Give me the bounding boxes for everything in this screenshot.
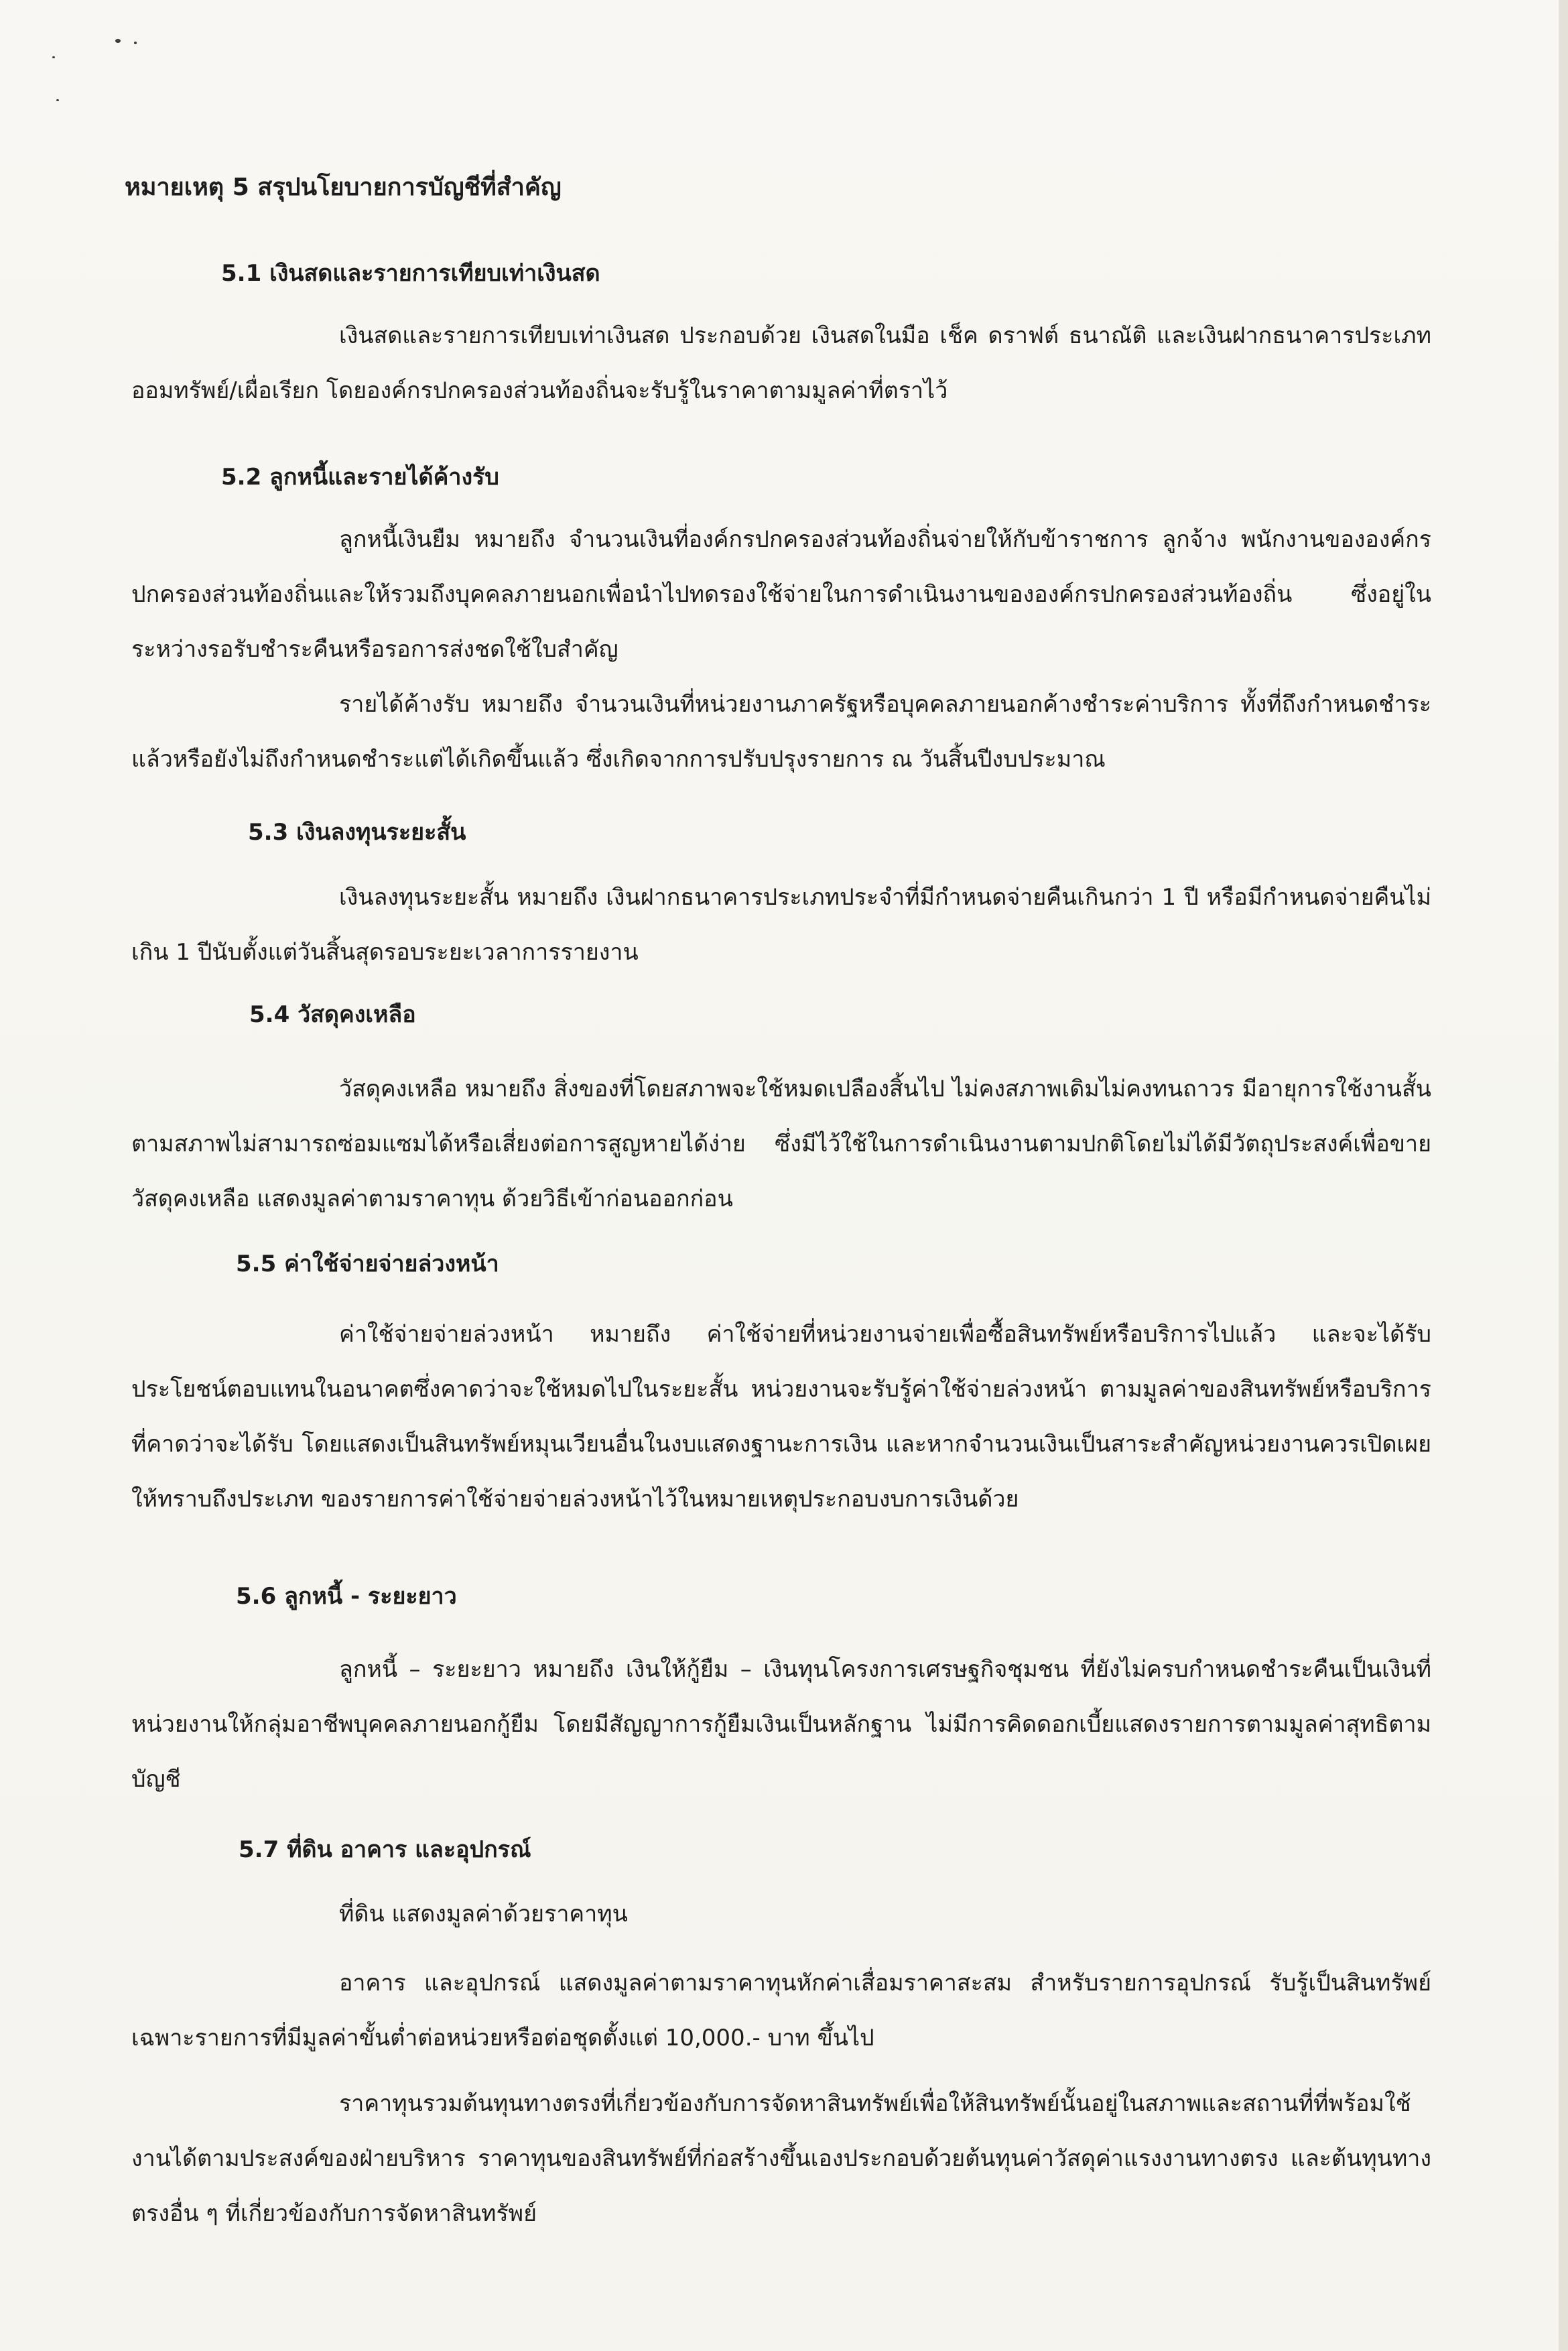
section-paragraph: วัสดุคงเหลือ หมายถึง สิ่งของที่โดยสภาพจะใช้หมดเปลืองสิ้นไป ไม่คงสภาพเดิมไม่คงทนถาวร มีอายุการใช้งานสั้น ตามสภาพไม่สามารถซ่อมแซมได้หรือเสี่ยงต่อการสูญหายได้ง่าย ซึ่งมีไว้ใช้ในการดำเนินงานตามปกติโดยไม่ได้มีวัตถุประสงค์เพื่อขาย วัสดุคงเหลือ แสดงมูลค่าตามราคาทุน ด้วยวิธีเข้าก่อนออกก่อน <box>131 1076 1431 1212</box>
section-paragraph: รายได้ค้างรับ หมายถึง จำนวนเงินที่หน่วยงานภาครัฐหรือบุคคลภายนอกค้างชำระค่าบริการ ทั้งที่ถึงกำหนดชำระแล้วหรือยังไม่ถึงกำหนดชำระแต่ได้เกิดขึ้นแล้ว ซึ่งเกิดจากการปรับปรุงรายการ ณ วันสิ้นปีงบประมาณ <box>131 691 1431 773</box>
section-paragraph: เงินสดและรายการเทียบเท่าเงินสด ประกอบด้วย เงินสดในมือ เช็ค ดราฟต์ ธนาณัติ และเงินฝากธนาคารประเภทออมทรัพย์/เผื่อเรียก โดยองค์กรปกครองส่วนท้องถิ่นจะรับรู้ในราคาตามมูลค่าที่ตราไว้ <box>131 322 1431 404</box>
section-heading-5-6: 5.6 ลูกหนี้ - ระยะยาว <box>236 1583 457 1610</box>
section-paragraph: เงินลงทุนระยะสั้น หมายถึง เงินฝากธนาคารประเภทประจำที่มีกำหนดจ่ายคืนเกินกว่า 1 ปี หรือมีกำหนดจ่ายคืนไม่เกิน 1 ปีนับตั้งแต่วันสิ้นสุดรอบระยะเวลาการรายงาน <box>131 884 1431 966</box>
section-heading-5-3: 5.3 เงินลงทุนระยะสั้น <box>248 819 466 846</box>
scan-speck <box>56 99 59 101</box>
section-paragraph: ที่ดิน แสดงมูลค่าด้วยราคาทุน <box>339 1901 628 1927</box>
section-heading-5-7: 5.7 ที่ดิน อาคาร และอุปกรณ์ <box>239 1836 531 1863</box>
section-heading-5-5: 5.5 ค่าใช้จ่ายจ่ายล่วงหน้า <box>236 1251 499 1277</box>
section-paragraph: ค่าใช้จ่ายจ่ายล่วงหน้า หมายถึง ค่าใช้จ่ายที่หน่วยงานจ่ายเพื่อซื้อสินทรัพย์หรือบริการไปแล้ว และจะได้รับประโยชน์ตอบแทนในอนาคตซึ่งคาดว่าจะใช้หมดไปในระยะสั้น หน่วยงานจะรับรู้ค่าใช้จ่ายล่วงหน้า ตามมูลค่าของสินทรัพย์หรือบริการที่คาดว่าจะได้รับ โดยแสดงเป็นสินทรัพย์หมุนเวียนอื่นในงบแสดงฐานะการเงิน และหากจำนวนเงินเป็นสาระสำคัญหน่วยงานควรเปิดเผยให้ทราบถึงประเภท ของรายการค่าใช้จ่ายจ่ายล่วงหน้าไว้ในหมายเหตุประกอบงบการเงินด้วย <box>131 1321 1431 1513</box>
note-title: หมายเหตุ 5 สรุปนโยบายการบัญชีที่สำคัญ <box>125 174 562 201</box>
section-heading-5-4: 5.4 วัสดุคงเหลือ <box>249 1001 416 1028</box>
scan-speck <box>134 42 137 44</box>
section-paragraph: อาคาร และอุปกรณ์ แสดงมูลค่าตามราคาทุนหักค่าเสื่อมราคาสะสม สำหรับรายการอุปกรณ์ รับรู้เป็นสินทรัพย์เฉพาะรายการที่มีมูลค่าขั้นต่ำต่อหน่วยหรือต่อชุดตั้งแต่ 10,000.- บาท ขึ้นไป <box>131 1970 1431 2051</box>
section-paragraph: ลูกหนี้ – ระยะยาว หมายถึง เงินให้กู้ยืม – เงินทุนโครงการเศรษฐกิจชุมชน ที่ยังไม่ครบกำหนดชำระคืนเป็นเงินที่หน่วยงานให้กลุ่มอาชีพบุคคลภายนอกกู้ยืม โดยมีสัญญาการกู้ยืมเงินเป็นหลักฐาน ไม่มีการคิดดอกเบี้ยแสดงรายการตามมูลค่าสุทธิตามบัญชี <box>131 1656 1431 1793</box>
scan-speck <box>52 56 55 58</box>
paper-edge <box>1559 0 1568 2351</box>
section-heading-5-2: 5.2 ลูกหนี้และรายได้ค้างรับ <box>221 464 499 491</box>
section-heading-5-1: 5.1 เงินสดและรายการเทียบเท่าเงินสด <box>221 260 600 287</box>
section-paragraph: ลูกหนี้เงินยืม หมายถึง จำนวนเงินที่องค์กรปกครองส่วนท้องถิ่นจ่ายให้กับข้าราชการ ลูกจ้าง พนักงานขององค์กรปกครองส่วนท้องถิ่นและให้รวมถึงบุคคลภายนอกเพื่อนำไปทดรองใช้จ่ายในการดำเนินงานขององค์กรปกครองส่วนท้องถิ่น ซึ่งอยู่ในระหว่างรอรับชำระคืนหรือรอการส่งชดใช้ใบสำคัญ <box>131 526 1431 663</box>
section-paragraph: ราคาทุนรวมต้นทุนทางตรงที่เกี่ยวข้องกับการจัดหาสินทรัพย์เพื่อให้สินทรัพย์นั้นอยู่ในสภาพและสถานที่ที่พร้อมใช้งานได้ตามประสงค์ของฝ่ายบริหาร ราคาทุนของสินทรัพย์ที่ก่อสร้างขึ้นเองประกอบด้วยต้นทุนค่าวัสดุค่าแรงงานทางตรง และต้นทุนทางตรงอื่น ๆ ที่เกี่ยวข้องกับการจัดหาสินทรัพย์ <box>131 2090 1431 2227</box>
scan-speck <box>115 39 121 43</box>
